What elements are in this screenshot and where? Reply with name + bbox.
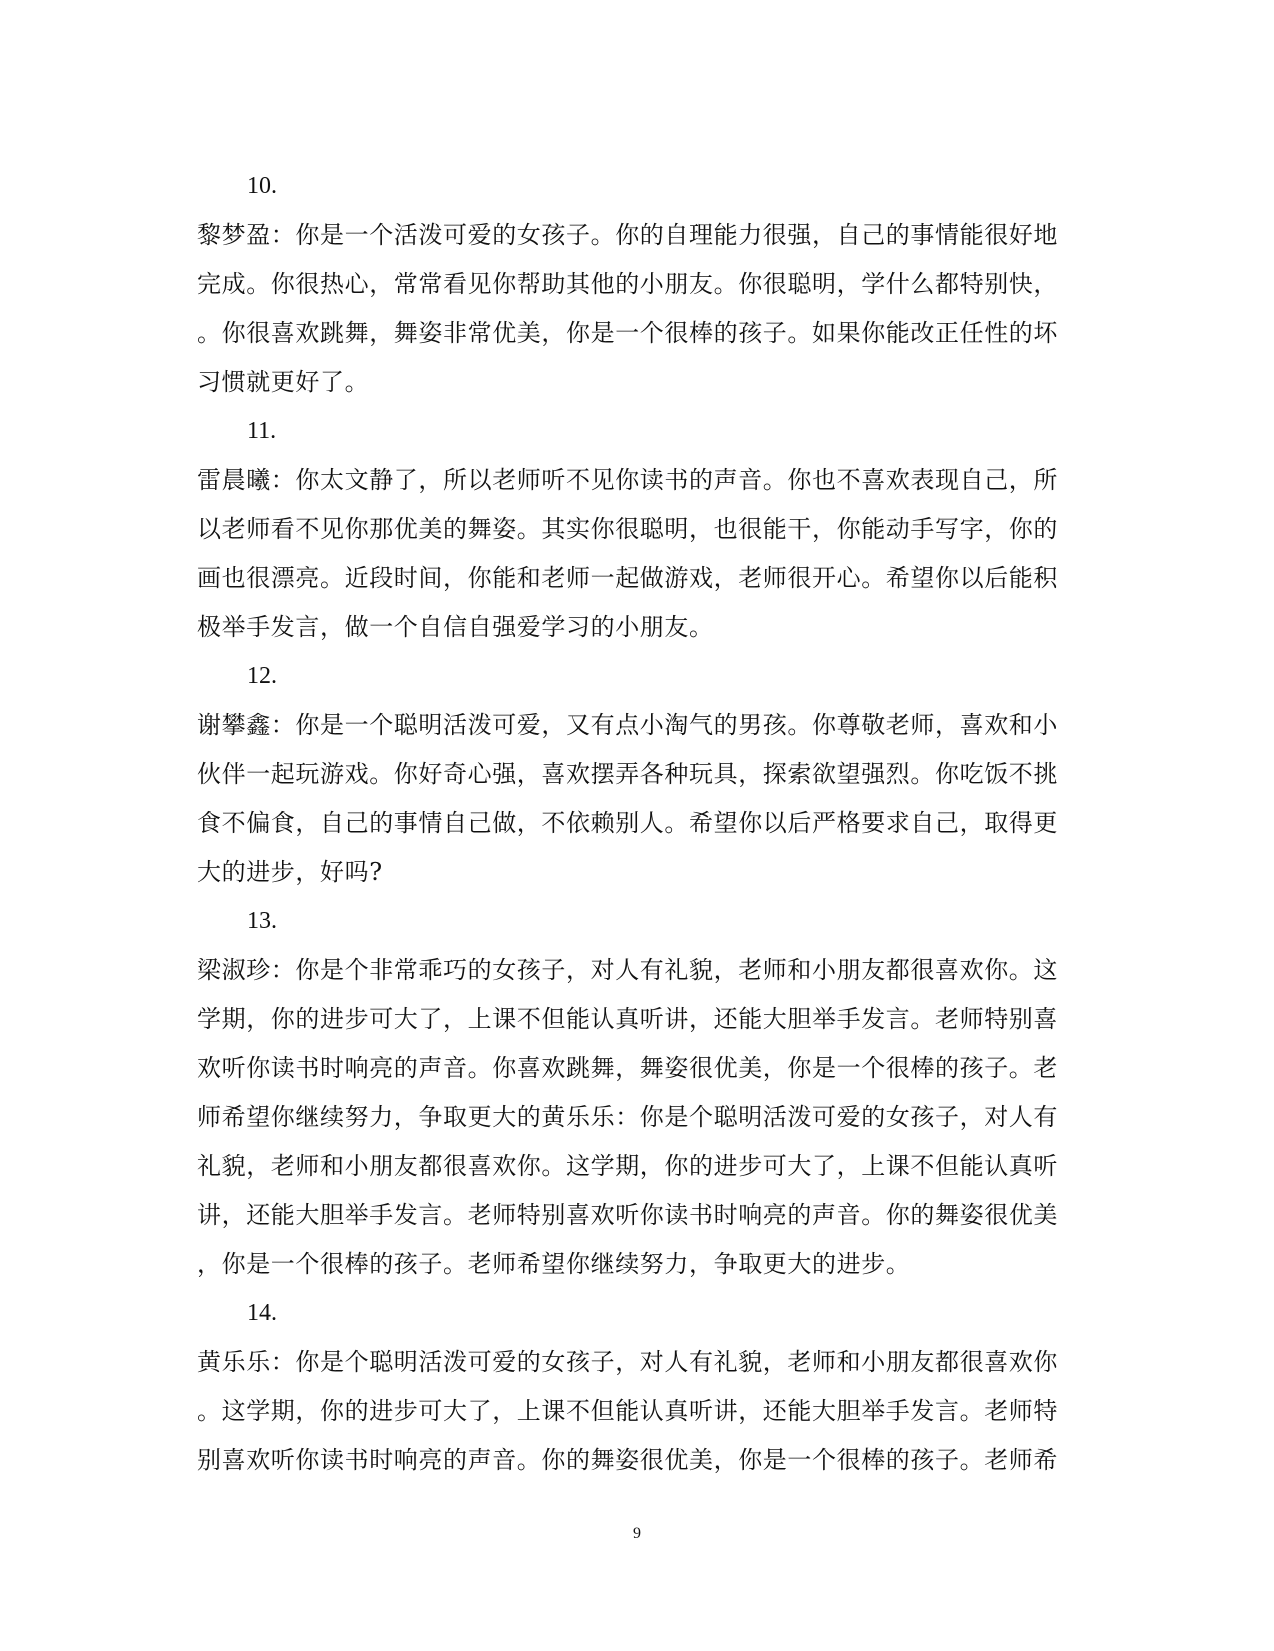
entry-13 <box>197 897 1077 1289</box>
entry-text-line: 极举手发言，做一个自信自强爱学习的小朋友。 <box>197 613 714 641</box>
entry-text-line: 梁淑珍：你是个非常乖巧的女孩子，对人有礼貌，老师和小朋友都很喜欢你。这 <box>197 956 1058 984</box>
entry-number: 13. <box>247 908 277 934</box>
entry-text-line: 别喜欢听你读书时响亮的声音。你的舞姿很优美，你是一个很棒的孩子。老师希 <box>197 1446 1058 1474</box>
entry-text-line: 黄乐乐：你是个聪明活泼可爱的女孩子，对人有礼貌，老师和小朋友都很喜欢你 <box>197 1348 1058 1376</box>
entry-10 <box>197 162 1077 407</box>
entry-text-line: 谢攀鑫：你是一个聪明活泼可爱，又有点小淘气的男孩。你尊敬老师，喜欢和小 <box>197 711 1058 739</box>
entry-text-line: 食不偏食，自己的事情自己做，不依赖别人。希望你以后严格要求自己，取得更 <box>197 809 1058 837</box>
entry-14 <box>197 1289 1077 1485</box>
entry-text-line: 讲，还能大胆举手发言。老师特别喜欢听你读书时响亮的声音。你的舞姿很优美 <box>197 1201 1058 1229</box>
entry-text-line: 。这学期，你的进步可大了，上课不但能认真听讲，还能大胆举手发言。老师特 <box>197 1397 1058 1425</box>
entry-text-line: 欢听你读书时响亮的声音。你喜欢跳舞，舞姿很优美，你是一个很棒的孩子。老 <box>197 1054 1058 1082</box>
entry-text-line: 礼貌，老师和小朋友都很喜欢你。这学期，你的进步可大了，上课不但能认真听 <box>197 1152 1058 1180</box>
entry-11 <box>197 407 1077 652</box>
entry-text-line: 黎梦盈：你是一个活泼可爱的女孩子。你的自理能力很强，自己的事情能很好地 <box>197 221 1058 249</box>
entry-text-line: 学期，你的进步可大了，上课不但能认真听讲，还能大胆举手发言。老师特别喜 <box>197 1005 1058 1033</box>
document-body <box>197 162 1077 1485</box>
page-number: 9 <box>633 1525 641 1542</box>
entry-text-line: 画也很漂亮。近段时间，你能和老师一起做游戏，老师很开心。希望你以后能积 <box>197 564 1058 592</box>
entry-text-line: 师希望你继续努力，争取更大的黄乐乐：你是个聪明活泼可爱的女孩子，对人有 <box>197 1103 1058 1131</box>
entry-number: 11. <box>247 418 277 444</box>
entry-text-line: ，你是一个很棒的孩子。老师希望你继续努力，争取更大的进步。 <box>197 1250 911 1278</box>
entry-number: 14. <box>247 1300 277 1326</box>
entry-12 <box>197 652 1077 897</box>
entry-text-line: 雷晨曦：你太文静了，所以老师听不见你读书的声音。你也不喜欢表现自己，所 <box>197 466 1058 494</box>
entry-text-line: 以老师看不见你那优美的舞姿。其实你很聪明，也很能干，你能动手写字，你的 <box>197 515 1058 543</box>
entry-text-line: 完成。你很热心，常常看见你帮助其他的小朋友。你很聪明，学什么都特别快， <box>197 270 1058 298</box>
entry-text-line: 。你很喜欢跳舞，舞姿非常优美，你是一个很棒的孩子。如果你能改正任性的坏 <box>197 319 1058 347</box>
entry-text-line: 习惯就更好了。 <box>197 368 370 396</box>
entry-text-line: 伙伴一起玩游戏。你好奇心强，喜欢摆弄各种玩具，探索欲望强烈。你吃饭不挑 <box>197 760 1058 788</box>
entry-number: 10. <box>247 173 277 199</box>
entry-text-line: 大的进步，好吗? <box>197 858 383 886</box>
entry-number: 12. <box>247 663 277 689</box>
